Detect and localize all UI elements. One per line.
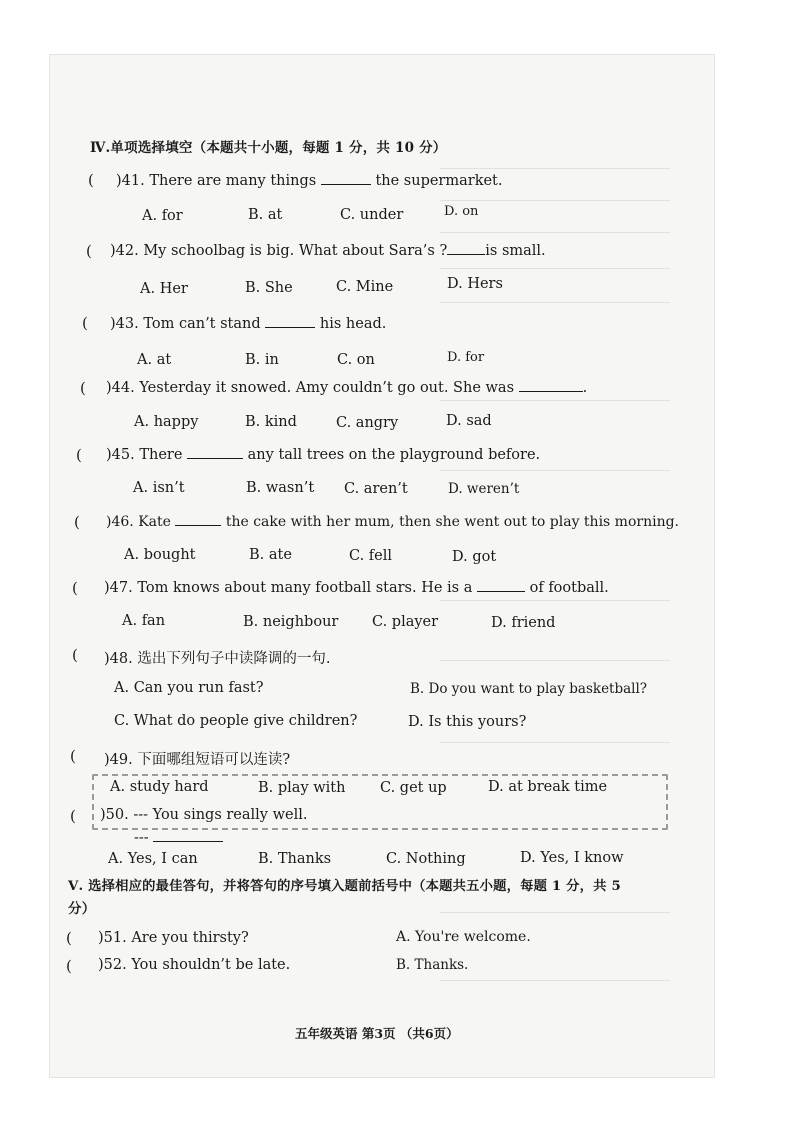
option-b: B. ate xyxy=(249,547,292,563)
answer-blank xyxy=(187,457,243,459)
option-a: A. isn’t xyxy=(133,480,185,496)
bleed-line xyxy=(440,200,670,201)
option-c: C. player xyxy=(372,614,439,630)
option-c: C. What do people give children? xyxy=(114,713,358,729)
answer-bracket: ( xyxy=(88,171,94,189)
option-a: A. Her xyxy=(140,281,188,297)
answer-bracket: ( xyxy=(66,929,72,947)
question-45 xyxy=(106,447,540,463)
question-number: )45. xyxy=(106,447,135,463)
option-c: C. fell xyxy=(349,548,393,564)
question-number: )41. xyxy=(116,173,145,189)
option-a: A. bought xyxy=(124,547,196,563)
question-text-end: his head. xyxy=(319,316,387,332)
bleed-line xyxy=(440,302,670,303)
question-text: Are you thirsty? xyxy=(131,930,249,946)
option-d: D. Is this yours? xyxy=(408,714,527,730)
answer-bracket: ( xyxy=(66,957,72,975)
question-number: )51. xyxy=(98,930,127,946)
answer-blank xyxy=(265,326,315,328)
option-d: D. weren’t xyxy=(448,481,520,497)
answer-blank xyxy=(175,524,221,526)
question-text-end: is small. xyxy=(485,243,546,259)
question-48 xyxy=(104,647,330,668)
answer-bracket: ( xyxy=(72,646,78,664)
question-text: There are many things xyxy=(149,173,317,189)
option-c: C. on xyxy=(337,352,375,368)
bleed-line xyxy=(440,470,670,471)
question-number: )46. xyxy=(106,514,134,530)
bleed-line xyxy=(440,600,670,601)
question-text: There xyxy=(139,447,183,463)
bleed-line xyxy=(440,168,670,169)
option-b: B. neighbour xyxy=(243,614,339,630)
question-50-reply-line xyxy=(134,830,223,846)
option-d: D. at break time xyxy=(488,779,608,795)
answer-blank xyxy=(519,390,583,392)
answer-bracket: ( xyxy=(72,579,78,597)
answer-option-b: B. Thanks. xyxy=(396,957,469,973)
option-b: B. kind xyxy=(245,414,297,430)
option-c: C. aren’t xyxy=(344,481,408,497)
option-d: D. friend xyxy=(491,615,556,631)
page-footer: 五年级英语 第3页 （共6页） xyxy=(295,1026,459,1041)
answer-blank xyxy=(153,840,223,842)
question-42 xyxy=(110,243,546,259)
option-b: B. She xyxy=(245,280,293,296)
question-text: --- You sings really well. xyxy=(133,807,308,823)
question-number: )50. xyxy=(100,807,129,823)
option-d: D. Yes, I know xyxy=(520,850,624,866)
question-text: 下面哪组短语可以连读? xyxy=(137,752,291,768)
option-a: A. Yes, I can xyxy=(108,851,198,867)
question-text: 选出下列句子中读降调的一句. xyxy=(137,651,331,667)
question-number: )44. xyxy=(106,380,135,396)
question-46 xyxy=(106,514,679,530)
option-c: C. Nothing xyxy=(386,851,466,867)
answer-bracket: ( xyxy=(76,446,82,464)
answer-bracket: ( xyxy=(86,242,92,260)
bleed-line xyxy=(440,232,670,233)
option-a: A. fan xyxy=(122,613,166,629)
answer-bracket: ( xyxy=(82,314,88,332)
question-43 xyxy=(110,316,386,332)
question-text-end: the cake with her mum, then she went out to play this morning. xyxy=(225,514,680,530)
reply-dashes: --- xyxy=(134,830,149,846)
option-b: B. Do you want to play basketball? xyxy=(410,681,648,697)
section-5-title: Ⅴ. 选择相应的最佳答句，并将答句的序号填入题前括号中（本题共五小题，每题 1 分，共 5 xyxy=(68,879,621,894)
question-number: )52. xyxy=(98,957,127,973)
option-d: D. on xyxy=(444,204,479,219)
option-d: D. for xyxy=(447,350,485,365)
question-number: )49. xyxy=(104,752,133,768)
option-d: D. got xyxy=(452,549,497,565)
option-c: C. get up xyxy=(380,780,447,796)
option-b: B. Thanks xyxy=(258,851,332,867)
option-c: C. under xyxy=(340,207,404,223)
question-text-end: the supermarket. xyxy=(375,173,503,189)
question-text: Tom knows about many football stars. He is a xyxy=(137,580,473,596)
option-a: A. Can you run fast? xyxy=(114,680,264,696)
question-44 xyxy=(106,380,587,396)
option-a: A. at xyxy=(137,352,172,368)
option-a: A. study hard xyxy=(110,779,209,795)
question-41 xyxy=(116,173,503,189)
option-b: B. at xyxy=(248,207,283,223)
question-51 xyxy=(98,930,249,946)
option-d: D. sad xyxy=(446,413,492,429)
question-49 xyxy=(104,748,290,769)
answer-bracket: ( xyxy=(70,747,76,765)
option-c: C. angry xyxy=(336,415,399,431)
bleed-line xyxy=(440,742,670,743)
answer-option-a: A. You're welcome. xyxy=(396,929,531,945)
question-text: Tom can’t stand xyxy=(143,316,261,332)
bleed-line xyxy=(440,912,670,913)
question-text-end: any tall trees on the playground before. xyxy=(247,447,541,463)
bleed-line xyxy=(440,980,670,981)
option-c: C. Mine xyxy=(336,279,394,295)
answer-blank xyxy=(447,253,485,255)
option-b: B. play with xyxy=(258,780,346,796)
answer-bracket: ( xyxy=(74,513,80,531)
question-number: )48. xyxy=(104,651,133,667)
bleed-line xyxy=(440,400,670,401)
question-number: )47. xyxy=(104,580,133,596)
bleed-line xyxy=(440,660,670,661)
question-number: )43. xyxy=(110,316,139,332)
answer-bracket: ( xyxy=(80,379,86,397)
section-4-title: Ⅳ.单项选择填空（本题共十小题，每题 1 分，共 10 分） xyxy=(90,140,447,156)
question-text: My schoolbag is big. What about Sara’s ? xyxy=(143,243,448,259)
answer-blank xyxy=(477,590,525,592)
question-text: Yesterday it snowed. Amy couldn’t go out. She was xyxy=(139,380,515,396)
option-a: A. happy xyxy=(134,414,199,430)
option-b: B. wasn’t xyxy=(246,480,315,496)
question-text: You shouldn’t be late. xyxy=(131,957,291,973)
answer-bracket: ( xyxy=(70,807,76,825)
option-d: D. Hers xyxy=(447,276,503,292)
section-5-title-cont: 分） xyxy=(68,901,96,917)
question-text-end: of football. xyxy=(529,580,609,596)
question-52 xyxy=(98,957,290,973)
question-text: Kate xyxy=(138,514,171,530)
bleed-line xyxy=(440,268,670,269)
question-47 xyxy=(104,580,609,596)
question-number: )42. xyxy=(110,243,139,259)
question-text-end: . xyxy=(582,380,588,396)
question-50 xyxy=(100,807,307,823)
option-a: A. for xyxy=(142,208,183,224)
answer-blank xyxy=(321,183,371,185)
option-b: B. in xyxy=(245,352,279,368)
